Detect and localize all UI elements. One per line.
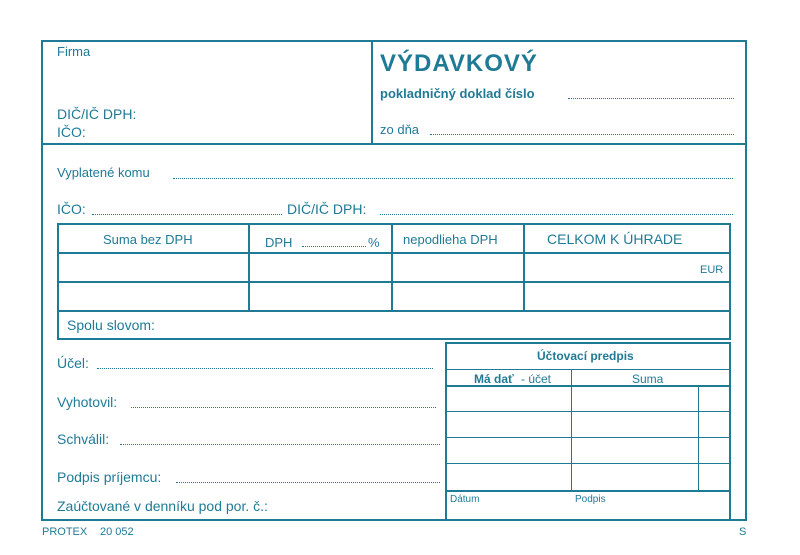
accounting-box-row3 [445,463,731,464]
paid-to-field[interactable] [173,178,733,179]
accounting-box-title-divider [445,369,731,370]
header-dic-label: DIČ/IČ DPH: [57,106,137,122]
debit-account-header: Má dať [474,372,514,386]
amounts-table-col1 [248,223,250,311]
currency-label: EUR [700,264,724,276]
header-divider [41,143,747,145]
accounting-box-row1 [445,411,731,412]
payee-dic-field[interactable] [380,214,733,215]
frame-bottom [41,519,747,521]
header-vertical-divider [371,40,373,144]
col-total-payable: CELKOM K ÚHRADE [547,231,683,247]
frame-left [41,40,43,521]
frame-right [745,40,747,521]
debit-account-header-suffix: - účet [521,372,552,386]
approved-by-field[interactable] [120,444,440,445]
cell-vat-exempt[interactable] [394,255,522,309]
amounts-table-bottom [57,338,731,340]
number-field[interactable] [568,98,734,99]
header-ico-label: IČO: [57,124,86,140]
accounting-box-top [445,342,731,344]
prepared-by-field[interactable] [131,407,436,408]
col-vat: DPH [265,235,293,250]
col-sum-without-vat: Suma bez DPH [103,232,193,247]
accounting-box-col2 [698,385,699,490]
accounting-title: Účtovací predpis [537,349,634,363]
amounts-table-col3 [523,223,525,311]
cell-sum-without-vat[interactable] [60,255,247,309]
accounting-signature-label: Podpis [575,494,606,505]
firma-label: Firma [57,44,91,59]
accounting-box-row2 [445,437,731,438]
cell-total[interactable] [526,255,728,309]
accounting-date-label: Dátum [450,494,480,505]
recipient-signature-label: Podpis príjemcu: [57,469,162,485]
paid-to-label: Vyplatené komu [57,165,150,180]
accounting-box-col1 [571,369,572,490]
vat-rate-field[interactable] [302,246,366,247]
payee-ico-label: IČO: [57,201,86,217]
document-title: VÝDAVKOVÝ [380,50,538,77]
date-field[interactable] [430,134,734,135]
accounting-box-row4 [445,490,731,492]
purpose-field[interactable] [97,368,433,369]
col-vat-exempt: nepodlieha DPH [403,232,498,247]
footer-letter: S [739,526,747,538]
payee-dic-label: DIČ/IČ DPH: [287,201,367,217]
frame-top [41,40,747,42]
journal-entry-label: Zaúčtované v denníku pod por. č.: [57,498,268,514]
cell-vat[interactable] [251,255,390,309]
amount-header: Suma [632,372,664,386]
amounts-table-row3 [57,310,731,312]
recipient-signature-field[interactable] [176,482,440,483]
payee-ico-field[interactable] [92,214,282,215]
amounts-table-col2 [391,223,393,311]
in-words-label: Spolu slovom: [67,317,155,333]
amounts-table-row1 [57,252,731,254]
amounts-table-top [57,223,731,225]
document-subtitle: pokladničný doklad číslo [380,86,535,101]
col-vat-percent: % [368,235,380,250]
approved-by-label: Schválil: [57,431,110,447]
purpose-label: Účel: [57,355,89,371]
footer-code: 20 052 [100,526,134,538]
prepared-by-label: Vyhotovil: [57,394,118,410]
footer-brand: PROTEX [42,526,88,538]
date-label: zo dňa [380,122,420,137]
